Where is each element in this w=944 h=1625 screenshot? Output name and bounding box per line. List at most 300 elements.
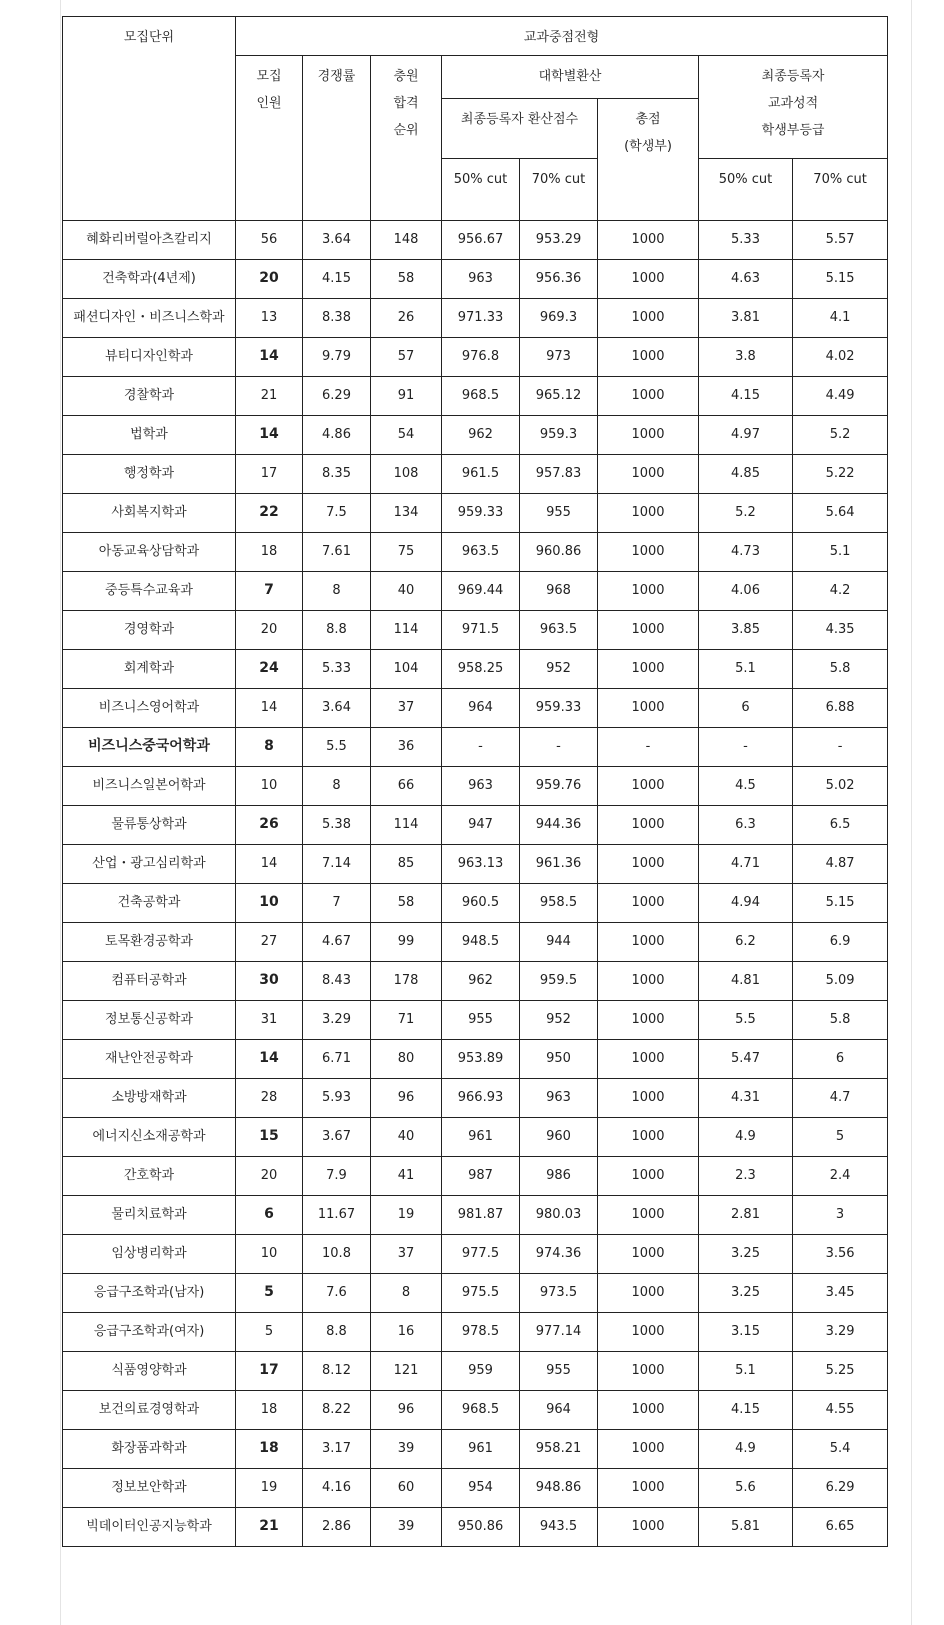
cell-grade-50cut: 4.5 — [699, 767, 793, 806]
cell-score-70cut: 969.3 — [520, 299, 598, 338]
cell-score-50cut: 966.93 — [442, 1079, 520, 1118]
cell-score-50cut: 976.8 — [442, 338, 520, 377]
cell-grade-70cut: 4.02 — [793, 338, 888, 377]
cell-waitlist-rank: 39 — [371, 1430, 442, 1469]
cell-competition-rate: 10.8 — [303, 1235, 371, 1274]
header-rank-line3: 순위 — [393, 123, 419, 138]
cell-total-score: 1000 — [598, 533, 699, 572]
cell-score-70cut: 952 — [520, 650, 598, 689]
cell-grade-50cut: 6.3 — [699, 806, 793, 845]
cell-score-50cut: 953.89 — [442, 1040, 520, 1079]
table-row — [63, 1157, 888, 1196]
cell-score-50cut: 956.67 — [442, 221, 520, 260]
cell-total-score: 1000 — [598, 260, 699, 299]
cell-unit-name: 재난안전공학과 — [63, 1040, 236, 1079]
cell-competition-rate: 5.5 — [303, 728, 371, 767]
admission-results-table — [62, 16, 888, 1547]
table-row — [63, 1040, 888, 1079]
cell-grade-50cut: 5.81 — [699, 1508, 793, 1547]
table-row — [63, 1391, 888, 1430]
cell-grade-70cut: 5.2 — [793, 416, 888, 455]
cell-unit-name: 임상병리학과 — [63, 1235, 236, 1274]
cell-total-score: 1000 — [598, 767, 699, 806]
cell-waitlist-rank: 19 — [371, 1196, 442, 1235]
cell-waitlist-rank: 134 — [371, 494, 442, 533]
cell-grade-50cut: 5.33 — [699, 221, 793, 260]
table-row — [63, 1196, 888, 1235]
cell-score-70cut: 964 — [520, 1391, 598, 1430]
cell-quota: 31 — [236, 1001, 303, 1040]
cell-total-score: 1000 — [598, 1508, 699, 1547]
cell-score-50cut: 950.86 — [442, 1508, 520, 1547]
cell-quota: 56 — [236, 221, 303, 260]
cell-unit-name: 사회복지학과 — [63, 494, 236, 533]
cell-competition-rate: 3.64 — [303, 689, 371, 728]
header-rank — [371, 56, 442, 221]
cell-competition-rate: 4.15 — [303, 260, 371, 299]
cell-grade-70cut: 5.4 — [793, 1430, 888, 1469]
cell-grade-50cut: 2.3 — [699, 1157, 793, 1196]
cell-grade-70cut: 6.29 — [793, 1469, 888, 1508]
cell-quota: 17 — [236, 1352, 303, 1391]
cell-quota: 14 — [236, 845, 303, 884]
cell-score-50cut: 962 — [442, 416, 520, 455]
cell-quota: 30 — [236, 962, 303, 1001]
cell-unit-name: 비즈니스중국어학과 — [63, 728, 236, 767]
cell-unit-name: 에너지신소재공학과 — [63, 1118, 236, 1157]
cell-score-50cut: 948.5 — [442, 923, 520, 962]
cell-unit-name: 패션디자인・비즈니스학과 — [63, 299, 236, 338]
cell-score-50cut: 963 — [442, 260, 520, 299]
cell-competition-rate: 4.86 — [303, 416, 371, 455]
cell-waitlist-rank: 85 — [371, 845, 442, 884]
cell-total-score: 1000 — [598, 1079, 699, 1118]
table-row — [63, 1235, 888, 1274]
cell-score-50cut: 971.5 — [442, 611, 520, 650]
cell-competition-rate: 3.64 — [303, 221, 371, 260]
cell-quota: 7 — [236, 572, 303, 611]
cell-waitlist-rank: 108 — [371, 455, 442, 494]
cell-score-70cut: 973.5 — [520, 1274, 598, 1313]
cell-quota: 17 — [236, 455, 303, 494]
cell-quota: 5 — [236, 1313, 303, 1352]
cell-grade-70cut: 3.45 — [793, 1274, 888, 1313]
cell-total-score: - — [598, 728, 699, 767]
cell-unit-name: 비즈니스영어학과 — [63, 689, 236, 728]
cell-grade-70cut: - — [793, 728, 888, 767]
table-row — [63, 650, 888, 689]
table-row — [63, 533, 888, 572]
cell-grade-50cut: 5.6 — [699, 1469, 793, 1508]
table-row — [63, 221, 888, 260]
cell-total-score: 1000 — [598, 221, 699, 260]
table-row — [63, 611, 888, 650]
cell-score-50cut: 961 — [442, 1118, 520, 1157]
cell-grade-50cut: 6 — [699, 689, 793, 728]
cell-total-score: 1000 — [598, 1157, 699, 1196]
cell-score-50cut: 981.87 — [442, 1196, 520, 1235]
table-row — [63, 572, 888, 611]
cell-score-70cut: 960 — [520, 1118, 598, 1157]
cell-unit-name: 응급구조학과(남자) — [63, 1274, 236, 1313]
cell-total-score: 1000 — [598, 1313, 699, 1352]
header-quota-line1: 모집 — [256, 69, 282, 84]
cell-waitlist-rank: 178 — [371, 962, 442, 1001]
cell-grade-70cut: 6.5 — [793, 806, 888, 845]
cell-score-70cut: 974.36 — [520, 1235, 598, 1274]
cell-competition-rate: 8.8 — [303, 611, 371, 650]
table-row — [63, 1079, 888, 1118]
cell-competition-rate: 8.22 — [303, 1391, 371, 1430]
header-quota-line2: 인원 — [256, 96, 282, 111]
cell-score-50cut: 968.5 — [442, 1391, 520, 1430]
cell-grade-50cut: 4.15 — [699, 377, 793, 416]
cell-waitlist-rank: 40 — [371, 1118, 442, 1157]
table-row — [63, 962, 888, 1001]
table-row — [63, 1508, 888, 1547]
cell-total-score: 1000 — [598, 611, 699, 650]
cell-unit-name: 중등특수교육과 — [63, 572, 236, 611]
cell-score-70cut: 952 — [520, 1001, 598, 1040]
cell-score-50cut: 958.25 — [442, 650, 520, 689]
cell-unit-name: 뷰티디자인학과 — [63, 338, 236, 377]
cell-waitlist-rank: 96 — [371, 1079, 442, 1118]
cell-competition-rate: 4.16 — [303, 1469, 371, 1508]
cell-quota: 10 — [236, 884, 303, 923]
cell-score-70cut: 977.14 — [520, 1313, 598, 1352]
cell-waitlist-rank: 39 — [371, 1508, 442, 1547]
cell-total-score: 1000 — [598, 1274, 699, 1313]
cell-unit-name: 건축학과(4년제) — [63, 260, 236, 299]
cell-grade-70cut: 5.02 — [793, 767, 888, 806]
cell-grade-50cut: 4.85 — [699, 455, 793, 494]
cell-competition-rate: 3.67 — [303, 1118, 371, 1157]
cell-grade-50cut: 4.73 — [699, 533, 793, 572]
table-row — [63, 338, 888, 377]
table-row — [63, 1352, 888, 1391]
cell-score-50cut: 961 — [442, 1430, 520, 1469]
cell-quota: 24 — [236, 650, 303, 689]
table-row — [63, 416, 888, 455]
cell-grade-70cut: 6.9 — [793, 923, 888, 962]
cell-unit-name: 물류통상학과 — [63, 806, 236, 845]
cell-grade-70cut: 5.22 — [793, 455, 888, 494]
cell-quota: 26 — [236, 806, 303, 845]
cell-grade-70cut: 5.25 — [793, 1352, 888, 1391]
table-row — [63, 884, 888, 923]
header-grade-50cut: 50% cut — [699, 159, 793, 221]
cell-quota: 19 — [236, 1469, 303, 1508]
cell-total-score: 1000 — [598, 1196, 699, 1235]
cell-competition-rate: 7.5 — [303, 494, 371, 533]
cell-total-score: 1000 — [598, 416, 699, 455]
cell-score-70cut: 960.86 — [520, 533, 598, 572]
cell-waitlist-rank: 40 — [371, 572, 442, 611]
cell-unit-name: 회계학과 — [63, 650, 236, 689]
cell-quota: 13 — [236, 299, 303, 338]
cell-grade-70cut: 5 — [793, 1118, 888, 1157]
cell-quota: 21 — [236, 1508, 303, 1547]
header-rate: 경쟁률 — [303, 56, 371, 221]
cell-grade-50cut: - — [699, 728, 793, 767]
cell-score-70cut: 955 — [520, 1352, 598, 1391]
cell-competition-rate: 8 — [303, 767, 371, 806]
cell-grade-50cut: 4.97 — [699, 416, 793, 455]
cell-score-70cut: 980.03 — [520, 1196, 598, 1235]
cell-total-score: 1000 — [598, 1469, 699, 1508]
cell-grade-50cut: 4.81 — [699, 962, 793, 1001]
cell-score-50cut: 964 — [442, 689, 520, 728]
cell-waitlist-rank: 99 — [371, 923, 442, 962]
cell-score-50cut: 959 — [442, 1352, 520, 1391]
cell-quota: 10 — [236, 1235, 303, 1274]
cell-total-score: 1000 — [598, 1430, 699, 1469]
cell-grade-70cut: 4.55 — [793, 1391, 888, 1430]
cell-waitlist-rank: 114 — [371, 611, 442, 650]
cell-total-score: 1000 — [598, 923, 699, 962]
cell-quota: 14 — [236, 1040, 303, 1079]
header-grade-line3: 학생부등급 — [761, 123, 825, 138]
cell-quota: 27 — [236, 923, 303, 962]
cell-total-score: 1000 — [598, 1040, 699, 1079]
cell-grade-50cut: 2.81 — [699, 1196, 793, 1235]
cell-grade-70cut: 4.1 — [793, 299, 888, 338]
header-final-score: 최종등록자 환산점수 — [442, 99, 598, 159]
table-row — [63, 1469, 888, 1508]
cell-grade-70cut: 5.1 — [793, 533, 888, 572]
cell-score-50cut: 987 — [442, 1157, 520, 1196]
cell-competition-rate: 7 — [303, 884, 371, 923]
cell-unit-name: 토목환경공학과 — [63, 923, 236, 962]
cell-waitlist-rank: 60 — [371, 1469, 442, 1508]
cell-score-50cut: 954 — [442, 1469, 520, 1508]
cell-grade-50cut: 4.31 — [699, 1079, 793, 1118]
cell-grade-50cut: 5.47 — [699, 1040, 793, 1079]
cell-total-score: 1000 — [598, 1001, 699, 1040]
cell-grade-50cut: 4.15 — [699, 1391, 793, 1430]
cell-score-70cut: 953.29 — [520, 221, 598, 260]
cell-waitlist-rank: 75 — [371, 533, 442, 572]
cell-waitlist-rank: 96 — [371, 1391, 442, 1430]
cell-waitlist-rank: 148 — [371, 221, 442, 260]
cell-grade-70cut: 5.15 — [793, 260, 888, 299]
cell-total-score: 1000 — [598, 338, 699, 377]
cell-grade-70cut: 4.49 — [793, 377, 888, 416]
cell-competition-rate: 11.67 — [303, 1196, 371, 1235]
cell-waitlist-rank: 104 — [371, 650, 442, 689]
cell-score-50cut: 959.33 — [442, 494, 520, 533]
table-row — [63, 1118, 888, 1157]
cell-total-score: 1000 — [598, 650, 699, 689]
cell-unit-name: 응급구조학과(여자) — [63, 1313, 236, 1352]
cell-score-70cut: 961.36 — [520, 845, 598, 884]
header-total-line1: 총점 — [635, 112, 661, 127]
table-row — [63, 377, 888, 416]
table-row — [63, 1001, 888, 1040]
cell-unit-name: 식품영양학과 — [63, 1352, 236, 1391]
cell-grade-70cut: 3.56 — [793, 1235, 888, 1274]
cell-score-70cut: 956.36 — [520, 260, 598, 299]
cell-waitlist-rank: 57 — [371, 338, 442, 377]
cell-total-score: 1000 — [598, 455, 699, 494]
cell-unit-name: 간호학과 — [63, 1157, 236, 1196]
table-row — [63, 728, 888, 767]
cell-competition-rate: 6.29 — [303, 377, 371, 416]
cell-quota: 14 — [236, 416, 303, 455]
cell-grade-50cut: 3.85 — [699, 611, 793, 650]
cell-score-70cut: 950 — [520, 1040, 598, 1079]
cell-waitlist-rank: 91 — [371, 377, 442, 416]
cell-unit-name: 비즈니스일본어학과 — [63, 767, 236, 806]
cell-competition-rate: 8.43 — [303, 962, 371, 1001]
header-score-50cut: 50% cut — [442, 159, 520, 221]
cell-unit-name: 혜화리버럴아츠칼리지 — [63, 221, 236, 260]
cell-grade-70cut: 3 — [793, 1196, 888, 1235]
cell-competition-rate: 8 — [303, 572, 371, 611]
cell-grade-50cut: 5.1 — [699, 650, 793, 689]
cell-quota: 15 — [236, 1118, 303, 1157]
cell-grade-50cut: 4.71 — [699, 845, 793, 884]
cell-score-50cut: 969.44 — [442, 572, 520, 611]
cell-competition-rate: 5.38 — [303, 806, 371, 845]
cell-grade-70cut: 6 — [793, 1040, 888, 1079]
cell-score-70cut: 955 — [520, 494, 598, 533]
cell-total-score: 1000 — [598, 299, 699, 338]
cell-unit-name: 아동교육상담학과 — [63, 533, 236, 572]
cell-score-50cut: 963.13 — [442, 845, 520, 884]
cell-quota: 18 — [236, 1391, 303, 1430]
header-grade — [699, 56, 888, 159]
header-grade-line1: 최종등록자 — [761, 69, 825, 84]
cell-score-50cut: 978.5 — [442, 1313, 520, 1352]
table-row — [63, 494, 888, 533]
cell-unit-name: 행정학과 — [63, 455, 236, 494]
cell-score-70cut: 986 — [520, 1157, 598, 1196]
cell-score-70cut: 963.5 — [520, 611, 598, 650]
table-row — [63, 806, 888, 845]
cell-grade-70cut: 4.7 — [793, 1079, 888, 1118]
cell-unit-name: 산업・광고심리학과 — [63, 845, 236, 884]
cell-score-70cut: 959.33 — [520, 689, 598, 728]
cell-grade-70cut: 5.8 — [793, 650, 888, 689]
cell-grade-50cut: 4.9 — [699, 1118, 793, 1157]
cell-grade-70cut: 5.8 — [793, 1001, 888, 1040]
cell-waitlist-rank: 80 — [371, 1040, 442, 1079]
table-row — [63, 299, 888, 338]
cell-score-50cut: 975.5 — [442, 1274, 520, 1313]
cell-competition-rate: 2.86 — [303, 1508, 371, 1547]
cell-total-score: 1000 — [598, 689, 699, 728]
cell-quota: 20 — [236, 611, 303, 650]
cell-grade-70cut: 5.15 — [793, 884, 888, 923]
cell-competition-rate: 4.67 — [303, 923, 371, 962]
cell-grade-50cut: 3.25 — [699, 1235, 793, 1274]
cell-score-70cut: 973 — [520, 338, 598, 377]
cell-waitlist-rank: 66 — [371, 767, 442, 806]
cell-total-score: 1000 — [598, 1235, 699, 1274]
cell-unit-name: 빅데이터인공지능학과 — [63, 1508, 236, 1547]
cell-total-score: 1000 — [598, 377, 699, 416]
cell-total-score: 1000 — [598, 845, 699, 884]
cell-score-50cut: 955 — [442, 1001, 520, 1040]
cell-total-score: 1000 — [598, 806, 699, 845]
cell-score-70cut: 965.12 — [520, 377, 598, 416]
table-row — [63, 1274, 888, 1313]
table-row — [63, 923, 888, 962]
cell-total-score: 1000 — [598, 1391, 699, 1430]
table-row — [63, 1313, 888, 1352]
cell-score-50cut: 961.5 — [442, 455, 520, 494]
cell-waitlist-rank: 36 — [371, 728, 442, 767]
cell-unit-name: 소방방재학과 — [63, 1079, 236, 1118]
cell-grade-70cut: 5.64 — [793, 494, 888, 533]
cell-score-70cut: 957.83 — [520, 455, 598, 494]
cell-grade-70cut: 4.87 — [793, 845, 888, 884]
cell-grade-50cut: 4.9 — [699, 1430, 793, 1469]
header-rank-line2: 합격 — [393, 96, 419, 111]
table-row — [63, 455, 888, 494]
cell-competition-rate: 7.9 — [303, 1157, 371, 1196]
cell-score-50cut: 963 — [442, 767, 520, 806]
cell-quota: 21 — [236, 377, 303, 416]
cell-grade-50cut: 5.1 — [699, 1352, 793, 1391]
cell-quota: 18 — [236, 1430, 303, 1469]
cell-waitlist-rank: 26 — [371, 299, 442, 338]
cell-grade-50cut: 4.06 — [699, 572, 793, 611]
cell-total-score: 1000 — [598, 494, 699, 533]
cell-score-70cut: - — [520, 728, 598, 767]
cell-waitlist-rank: 114 — [371, 806, 442, 845]
header-quota — [236, 56, 303, 221]
cell-quota: 20 — [236, 260, 303, 299]
cell-score-50cut: 977.5 — [442, 1235, 520, 1274]
cell-quota: 5 — [236, 1274, 303, 1313]
cell-grade-50cut: 3.81 — [699, 299, 793, 338]
cell-score-70cut: 959.3 — [520, 416, 598, 455]
cell-unit-name: 법학과 — [63, 416, 236, 455]
cell-competition-rate: 3.17 — [303, 1430, 371, 1469]
cell-score-70cut: 959.5 — [520, 962, 598, 1001]
cell-unit-name: 경찰학과 — [63, 377, 236, 416]
cell-waitlist-rank: 41 — [371, 1157, 442, 1196]
cell-competition-rate: 6.71 — [303, 1040, 371, 1079]
cell-score-70cut: 958.21 — [520, 1430, 598, 1469]
cell-total-score: 1000 — [598, 1352, 699, 1391]
cell-grade-50cut: 5.2 — [699, 494, 793, 533]
header-grade-70cut: 70% cut — [793, 159, 888, 221]
cell-quota: 14 — [236, 338, 303, 377]
cell-unit-name: 컴퓨터공학과 — [63, 962, 236, 1001]
cell-score-50cut: 968.5 — [442, 377, 520, 416]
cell-grade-70cut: 5.09 — [793, 962, 888, 1001]
cell-unit-name: 건축공학과 — [63, 884, 236, 923]
cell-quota: 28 — [236, 1079, 303, 1118]
header-track: 교과중점전형 — [236, 17, 888, 56]
cell-grade-50cut: 6.2 — [699, 923, 793, 962]
cell-grade-70cut: 4.2 — [793, 572, 888, 611]
cell-quota: 14 — [236, 689, 303, 728]
table-row — [63, 689, 888, 728]
cell-grade-50cut: 3.8 — [699, 338, 793, 377]
cell-quota: 6 — [236, 1196, 303, 1235]
cell-grade-70cut: 5.57 — [793, 221, 888, 260]
cell-score-50cut: 962 — [442, 962, 520, 1001]
header-total — [598, 99, 699, 221]
cell-score-70cut: 963 — [520, 1079, 598, 1118]
table-row — [63, 767, 888, 806]
cell-competition-rate: 8.12 — [303, 1352, 371, 1391]
cell-unit-name: 정보보안학과 — [63, 1469, 236, 1508]
